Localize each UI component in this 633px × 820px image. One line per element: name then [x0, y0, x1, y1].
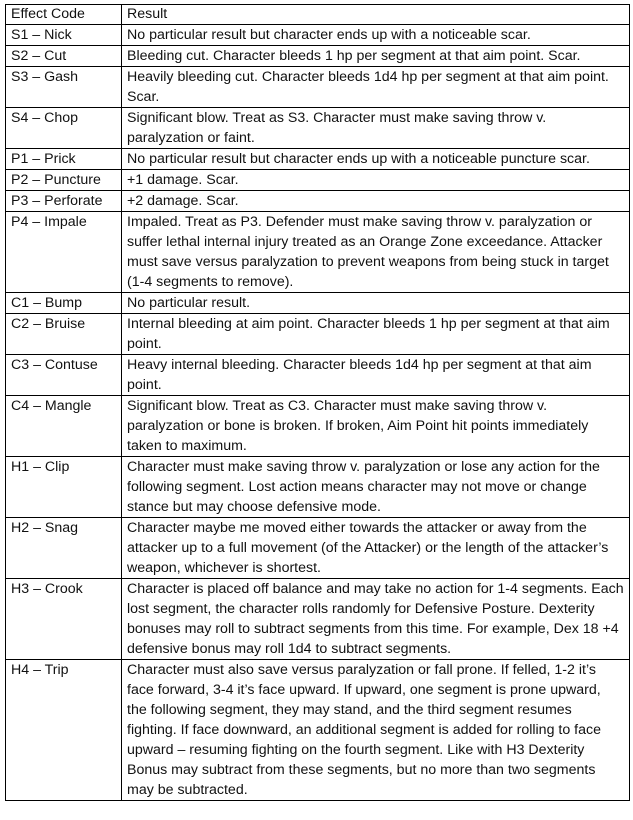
effect-code: C1 – Bump — [6, 293, 122, 314]
effect-result: Character must also save versus paralyzation or fall prone. If felled, 1-2 it’s face forward, 3-4 it’s face upward. If upward, one segment is prone upward, the following segment, they may stand, and the third segment resumes fighting. If face downward, an additional segment is added for rolling to face upward – resuming fighting on the fourth segment. Like with H3 Dexterity Bonus may subtract from these segments, but no more than two segments may be subtracted. — [122, 660, 630, 801]
table-row — [6, 660, 630, 801]
effect-result: Heavy internal bleeding. Character bleeds 1d4 hp per segment at that aim point. — [122, 355, 630, 396]
effect-code: S3 – Gash — [6, 67, 122, 108]
table-row — [6, 25, 630, 46]
table-header-row — [6, 5, 630, 25]
table-row — [6, 212, 630, 293]
effect-result: Significant blow. Treat as S3. Character must make saving throw v. paralyzation or faint. — [122, 108, 630, 149]
effect-code: H3 – Crook — [6, 579, 122, 660]
effect-result: No particular result but character ends up with a noticeable scar. — [122, 25, 630, 46]
table-row — [6, 396, 630, 457]
effect-code: H2 – Snag — [6, 518, 122, 579]
header-result: Result — [122, 5, 630, 25]
effect-code: H1 – Clip — [6, 457, 122, 518]
effect-result: +1 damage. Scar. — [122, 170, 630, 191]
effect-result: Significant blow. Treat as C3. Character must make saving throw v. paralyzation or bone is broken. If broken, Aim Point hit points immediately taken to maximum. — [122, 396, 630, 457]
table-row — [6, 170, 630, 191]
effect-code: P4 – Impale — [6, 212, 122, 293]
effect-result: Heavily bleeding cut. Character bleeds 1d4 hp per segment at that aim point. Scar. — [122, 67, 630, 108]
table-row — [6, 191, 630, 212]
effect-code: H4 – Trip — [6, 660, 122, 801]
effect-result: Internal bleeding at aim point. Character bleeds 1 hp per segment at that aim point. — [122, 314, 630, 355]
effect-result: Character maybe me moved either towards the attacker or away from the attacker up to a full movement (of the Attacker) or the length of the attacker’s weapon, whichever is shortest. — [122, 518, 630, 579]
table-row — [6, 355, 630, 396]
table-row — [6, 108, 630, 149]
effect-code: P3 – Perforate — [6, 191, 122, 212]
effect-code: P1 – Prick — [6, 149, 122, 170]
effect-result: Character must make saving throw v. paralyzation or lose any action for the following segment. Lost action means character may not move or change stance but may choose defensive mode. — [122, 457, 630, 518]
effect-result: Bleeding cut. Character bleeds 1 hp per segment at that aim point. Scar. — [122, 46, 630, 67]
effect-result: Impaled. Treat as P3. Defender must make saving throw v. paralyzation or suffer lethal internal injury treated as an Orange Zone exceedance. Attacker must save versus paralyzation to prevent weapons from being stuck in target (1-4 segments to remove). — [122, 212, 630, 293]
table-row — [6, 314, 630, 355]
effect-code: S1 – Nick — [6, 25, 122, 46]
effect-code: C3 – Contuse — [6, 355, 122, 396]
table-row — [6, 457, 630, 518]
effect-result: +2 damage. Scar. — [122, 191, 630, 212]
table-row — [6, 579, 630, 660]
effect-result: No particular result. — [122, 293, 630, 314]
effect-result: Character is placed off balance and may take no action for 1-4 segments. Each lost segment, the character rolls randomly for Defensive Posture. Dexterity bonuses may roll to subtract segments from this time. For example, Dex 18 +4 defensive bonus may roll 1d4 to subtract segments. — [122, 579, 630, 660]
header-effect-code: Effect Code — [6, 5, 122, 25]
effect-code: S2 – Cut — [6, 46, 122, 67]
table-row — [6, 293, 630, 314]
effect-result: No particular result but character ends up with a noticeable puncture scar. — [122, 149, 630, 170]
effect-code: S4 – Chop — [6, 108, 122, 149]
table-row — [6, 149, 630, 170]
effect-code: P2 – Puncture — [6, 170, 122, 191]
effect-code: C2 – Bruise — [6, 314, 122, 355]
table-row — [6, 67, 630, 108]
table-row — [6, 46, 630, 67]
table-row — [6, 518, 630, 579]
effect-code: C4 – Mangle — [6, 396, 122, 457]
effect-code-table — [5, 4, 630, 801]
document-page — [5, 4, 630, 801]
